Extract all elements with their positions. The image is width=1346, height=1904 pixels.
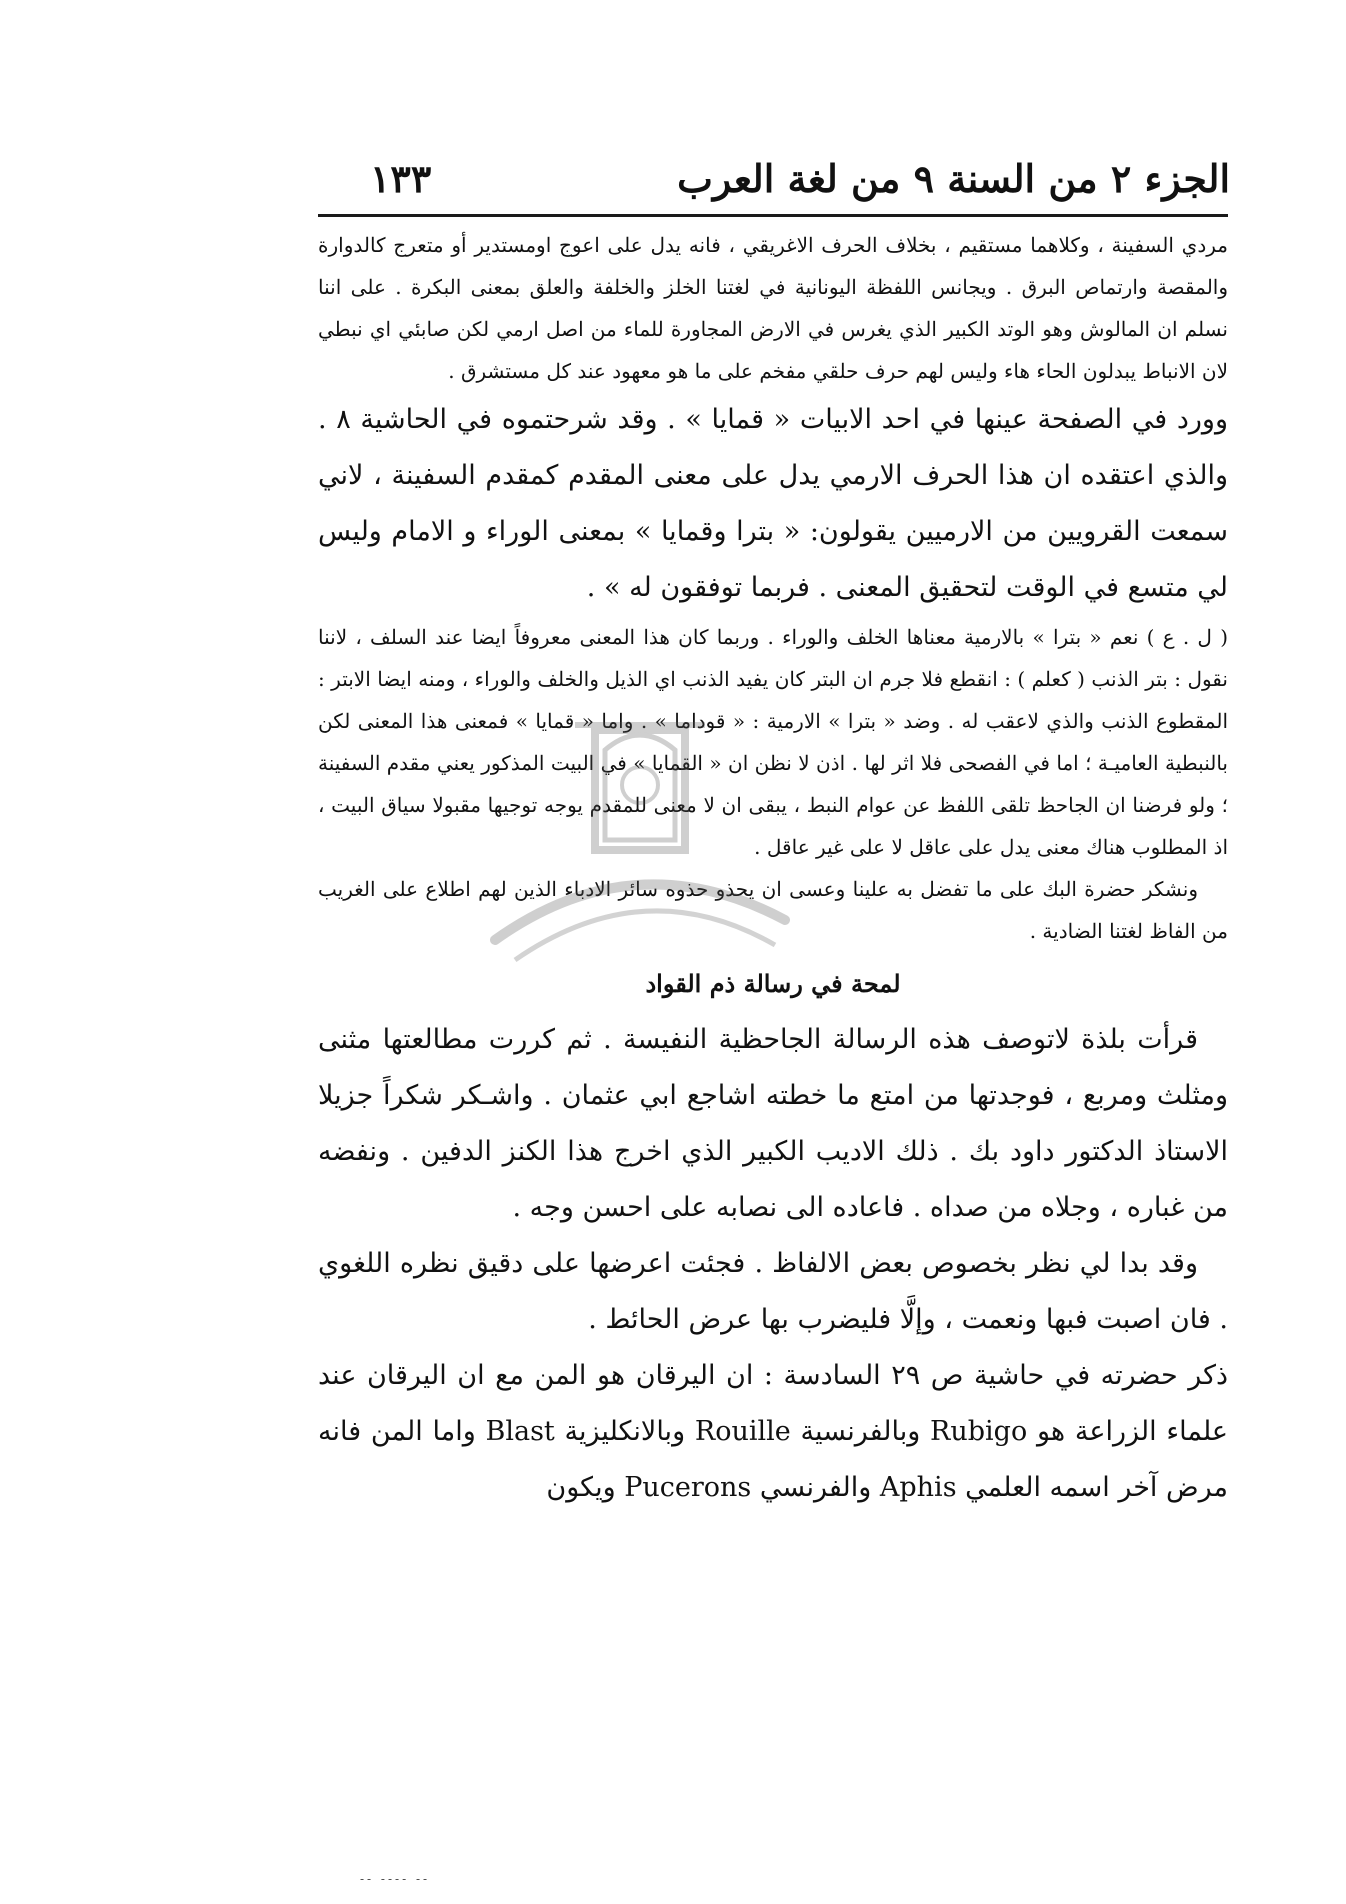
- body-text: [318, 224, 1228, 1516]
- running-header: [370, 148, 1230, 208]
- paragraph-editor-note: ( ل . ع ) نعم « بترا » بالارمية معناها الخلف والوراء . وربما كان هذا المعنى معروفاً ايضا عند السلف ، لاننا نقول : بتر الذنب ( كعلم ) : انقطع فلا جرم ان البتر كان يفيد الذنب اي الذيل والخلف والوراء ، ومنه ايضا الابتر : المقطوع الذنب والذي لاعقب له . وضد « بترا » الارمية : « قوداما » . واما « قمايا » فمعنى هذا المعنى لكن بالنبطية العاميـة ؛ اما في الفصحى فلا اثر لها . اذن لا نظن ان « القمايا » في البيت المذكور يعني مقدم السفينة ؛ ولو فرضنا ان الجاحظ تلقى اللفظ عن عوام النبط ، يبقى ان لا معنى للمقدم يوجه توجيها مقبولا سياق البيت ، اذ المطلوب هناك معنى يدل على عاقل لا على غير عاقل .: [318, 625, 1228, 859]
- paragraph-view: وقد بدا لي نظر بخصوص بعض الالفاظ . فجئت اعرضها على دقيق نظره اللغوي . فان اصبت فبها ونعمت ، وإلَّا فليضرب بها عرض الحائط .: [318, 1248, 1228, 1335]
- paragraph-thanks: ونشكر حضرة البك على ما تفضل به علينا وعسى ان يحذو حذوه سائر الادباء الذين لهم اطلاع على الغريب من الفاظ لغتنا الضادية .: [318, 877, 1228, 943]
- header-rule: [318, 214, 1228, 217]
- running-title: الجزء ٢ من السنة ٩ من لغة العرب: [677, 155, 1230, 201]
- page-number: ١٣٣: [370, 155, 432, 201]
- paragraph-intro: قرأت بلذة لاتوصف هذه الرسالة الجاحظية النفيسة . ثم كررت مطالعتها مثنى ومثلث ومربع ، فوجدتها من امتع ما خطته اشاجع ابي عثمان . واشـكر شكراً جزيلا الاستاذ الدكتور داود بك . ذلك الاديب الكبير الذي اخرج هذا الكنز الدفين . ونفضه من غباره ، وجلاه من صداه . فاعاده الى نصابه على احسن وجه .: [318, 1024, 1228, 1223]
- footer-marks: -- ---- --: [360, 1872, 431, 1886]
- paragraph-continuation: مردي السفينة ، وكلاهما مستقيم ، بخلاف الحرف الاغريقي ، فانه يدل على اعوج اومستدير أو متعرج كالدوارة والمقصة وارتماص البرق . ويجانس اللفظة اليونانية في لغتنا الخلز والخلفة والعلق بمعنى البكرة . على اننا نسلم ان المالوش وهو الوتد الكبير الذي يغرس في الارض المجاورة للماء من اصل ارمي لكن صابئي اي نبطي لان الانباط يبدلون الحاء هاء وليس لهم حرف حلقي مفخم على ما هو معهود عند كل مستشرق .: [318, 233, 1228, 383]
- section-heading: لمحة في رسالة ذم القواد: [645, 969, 901, 998]
- paragraph-letter-quote: وورد في الصفحة عينها في احد الابيات « قمايا » . وقد شرحتموه في الحاشية ٨ . والذي اعتقده ان هذا الحرف الارمي يدل على معنى المقدم كمقدم السفينة ، لاني سمعت القرويين من الارميين يقولون: « بترا وقمايا » بمعنى الوراء و الامام وليس لي متسع في الوقت لتحقيق المعنى . فربما توفقون له » .: [318, 404, 1228, 603]
- paragraph-yaraqan: ذكر حضرته في حاشية ص ٢٩ السادسة : ان اليرقان هو المن مع ان اليرقان عند علماء الزراعة هو Rubigo وبالفرنسية Rouille وبالانكليزية Blast واما المن فانه مرض آخر اسمه العلمي Aphis والفرنسي Pucerons ويكون: [318, 1360, 1228, 1503]
